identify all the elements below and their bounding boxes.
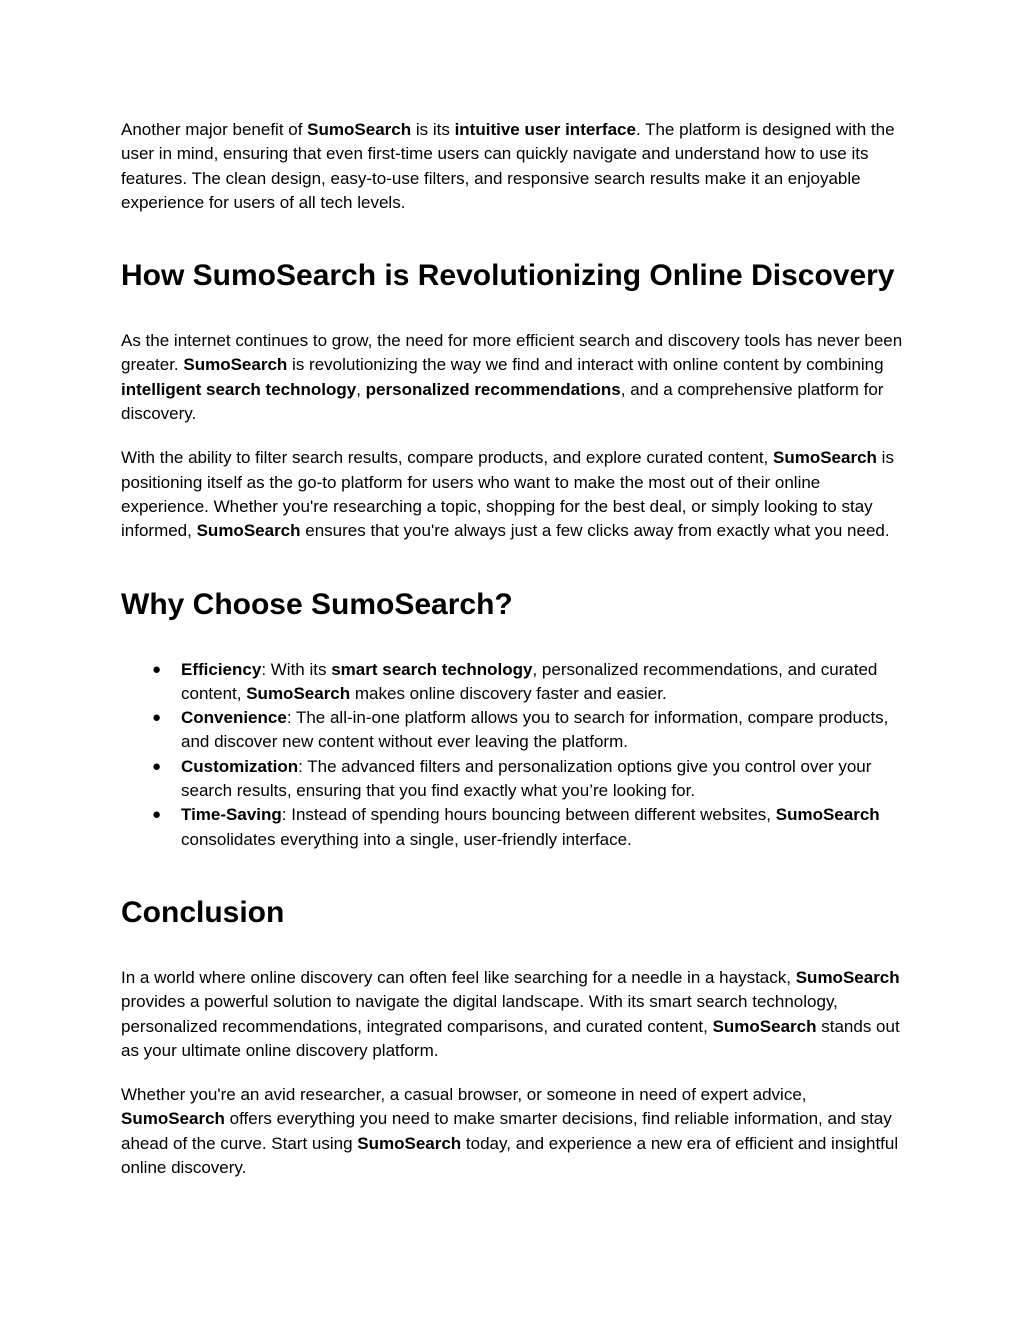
text-run: As the internet continues to grow, the need for more efficient search and discovery tools has never been greater. [121,331,903,375]
bold-phrase: intuitive user interface [454,120,636,139]
bold-phrase: intelligent search technology [121,379,357,399]
text-run: , personalized recommendations, and curated content, [181,659,878,703]
text-run: : With its [261,659,332,679]
text-run: : The all-in-one platform allows you to search for information, compare products, and discover new content without ever leaving the platform. [181,708,889,752]
bold-brand: SumoSearch [183,355,288,375]
item-title: Time-Saving [181,805,282,825]
text-run: , [356,379,366,399]
text-run: is revolutionizing the way we find and interact with online content by combining [287,355,884,375]
text-run: today, and experience a new era of efficient and insightful online discovery. [121,1133,899,1178]
bold-phrase: personalized recommendations [365,379,621,399]
intro-paragraph [121,118,911,215]
item-title: Customization [181,756,299,776]
item-title: Convenience [181,708,287,728]
text-run: ensures that you're always just a few clicks away from exactly what you need. [300,521,890,541]
bold-brand: SumoSearch [775,805,880,825]
benefits-list [121,658,911,852]
text-run: offers everything you need to make smarter decisions, find reliable information, and stay ahead of the curve. Start using [121,1109,892,1153]
text-run: is its [411,120,455,139]
why-heading: Why Choose SumoSearch? [121,587,513,621]
revolution-heading: How SumoSearch is Revolutionizing Online Discovery [121,259,895,293]
list-item-efficiency [121,658,911,707]
bold-brand: SumoSearch [357,1133,462,1153]
bold-brand: SumoSearch [246,683,351,703]
text-run: With the ability to filter search results, compare products, and explore curated content, [121,448,773,468]
text-run: : The advanced filters and personalization options give you control over your search results, ensuring that you find exactly what you’re looking for. [181,756,872,801]
text-run: makes online discovery faster and easier. [350,683,667,703]
conclusion-paragraph-2 [121,1083,911,1180]
bullet-icon: ● [152,806,162,824]
conclusion-paragraph-1 [121,966,911,1063]
list-item-customization [121,755,911,804]
text-run: Whether you're an avid researcher, a casual browser, or someone in need of expert advice, [121,1085,807,1105]
text-run: In a world where online discovery can often feel like searching for a needle in a haystack, [121,967,796,987]
text-run: , and a comprehensive platform for discovery. [121,379,884,424]
document-page [121,118,911,1180]
text-run: provides a powerful solution to navigate the digital landscape. With its smart search technology, personalized recommendations, integrated comparisons, and curated content, [121,992,838,1036]
text-run: . The platform is designed with the user in mind, ensuring that even first-time users can quickly navigate and understand how to use its features. The clean design, easy-to-use filters, and responsive search results make it an enjoyable experience for users of all tech levels. [121,120,895,212]
bullet-icon: ● [152,709,162,727]
text-run: consolidates everything into a single, user-friendly interface. [181,829,632,849]
text-run: stands out as your ultimate online discovery platform. [121,1016,900,1060]
bold-brand: SumoSearch [121,1109,225,1129]
conclusion-heading: Conclusion [121,895,285,929]
bold-brand: SumoSearch [795,967,900,987]
text-run: Another major benefit of [121,120,308,139]
bold-brand: SumoSearch [196,521,301,541]
bold-phrase: smart search technology [331,659,533,679]
revolution-paragraph-1 [121,329,911,426]
list-item-convenience [121,706,911,755]
text-run: : Instead of spending hours bouncing between different websites, [281,805,776,825]
bullet-icon: ● [152,757,162,775]
bold-brand: SumoSearch [712,1016,817,1036]
bold-brand: SumoSearch [307,120,412,139]
bullet-icon: ● [152,660,162,678]
item-title: Efficiency [181,659,262,679]
text-run: is positioning itself as the go-to platform for users who want to make the most out of their online experience. Whether you're researching a topic, shopping for the best deal, or simply looking to stay informed, [121,448,894,541]
revolution-paragraph-2 [121,446,911,543]
list-item-time-saving [121,803,911,852]
bold-brand: SumoSearch [773,448,877,468]
